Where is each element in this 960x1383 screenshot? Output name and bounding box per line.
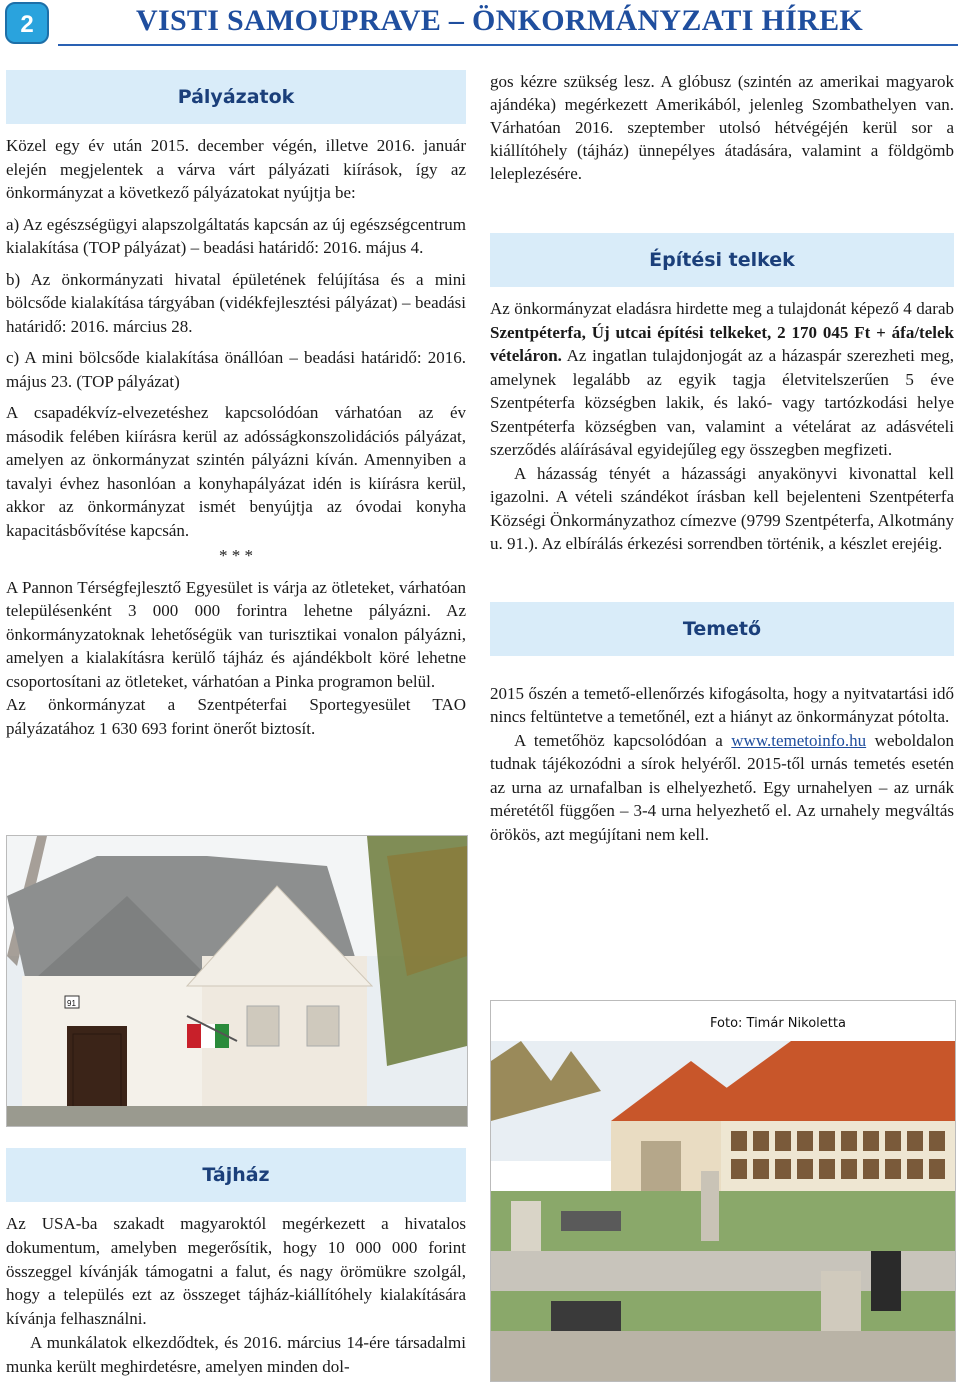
palyazatok-csapadek: A csapadékvíz-elvezetéshez kapcsolódóan várhatóan az év második felében kiírásra kerül az adósságkonszolidációs pályázat, amelyen az önkormányzat szintén pályázni kíván. Amennyiben a tavalyi évhez hasonlóan a konyhapályázat idén is kiírásra kerül, akkor az önkormányzat ismét benyújtja az óvodai konyha kapacitásbővítése kapcsán. <box>6 403 466 540</box>
section-title-palyazatok: Pályázatok <box>6 70 466 124</box>
tajhaz-paragraph-2-continued: gos kézre szükség lesz. A glóbusz (szintén az amerikai magyarok ajándéka) megérkezett Amerikából, jelenleg Szombathelyen van. Várhatóan 2016. szeptember utolsó hétvégéjén kerül sor a kiállítóhely (tájház) ünnepélyes átadására, valamint a földgömb leleplezésére. <box>490 72 954 183</box>
right-column <box>490 70 954 846</box>
header-divider <box>58 44 958 46</box>
page-number-badge: 2 <box>5 2 49 44</box>
palyazatok-pannon: A Pannon Térségfejlesztő Egyesület is várja az ötleteket, várhatóan településenként 3 000 000 forintra lehetne pályázni. Az önkormányzatoknak lehetőségük van turisztikai vonalon pályázni, amelyen a kialakításra kerülő tájház és ajándékbolt köré lehetne csoportosítani az ötleteket, várhatóan a Pinka programon belül. <box>6 577 466 691</box>
palyazatok-intro: Közel egy év után 2015. december végén, illetve 2016. január elején megjelentek a várva várt pályázati kiírások, így az önkormányzat a következő pályázatokat nyújtja be: <box>6 136 466 202</box>
page-header <box>0 0 960 48</box>
temeto-p2-start: A temetőhöz kapcsolódóan a <box>514 730 732 750</box>
temeto-paragraph-2 <box>490 729 954 847</box>
palyazatok-item-c: c) A mini bölcsőde kialakítása önállóan – beadási határidő: 2016. május 23. (TOP pályázat) <box>6 348 466 391</box>
photo-caption: Foto: Timár Nikoletta <box>710 1016 846 1031</box>
tajhaz-building-illustration <box>7 836 467 1126</box>
section-title-tajhaz: Tájház <box>6 1148 466 1202</box>
temeto-paragraph-1: 2015 őszén a temető-ellenőrzés kifogásolta, hogy a nyitvatartási idő nincs feltüntetve a temetőnél, ezt a hiányt az önkormányzat pótolta. <box>490 683 954 726</box>
cemetery-illustration <box>491 1001 955 1381</box>
section-separator-stars: * * * <box>219 546 253 565</box>
photo-tajhaz-building <box>6 835 468 1127</box>
photo-cemetery <box>490 1000 956 1382</box>
tajhaz-section <box>6 1148 466 1379</box>
telkek-paragraph-1 <box>490 297 954 462</box>
telkek-paragraph-2: A házasság tényét a házassági anyakönyvi kivonattal kell igazolni. A vételi szándékot írásban kell bejelenteni Szentpéterfa Községi Önkormányzathoz címezve (9799 Szentpéterfa, Alkotmány u. 91.). Az elbírálás érkezési sorrendben történik, a készlet erejéig. <box>490 463 954 553</box>
palyazatok-item-a: a) Az egészségügyi alapszolgáltatás kapcsán az új egészségcentrum kialakítása (TOP pályázat) – beadási határidő: 2016. május 4. <box>6 214 466 257</box>
house-number-plate: 91 <box>67 999 76 1008</box>
telkek-p1-end: Az ingatlan tulajdonjogát az a házaspár szerezheti meg, amelynek legalább az egyik tagja életvitelszerűen 5 éve Szentpéterfa községben lakik, és lakó- vagy tartózkodási helye Szentpéterfa községben van, valamint a vételárat az adásvételi szerződés aláírásával egyidejűleg egy összegben megfizeti. <box>490 346 954 459</box>
temetoinfo-link[interactable]: www.temetoinfo.hu <box>731 730 867 750</box>
tajhaz-paragraph-1: Az USA-ba szakadt magyaroktól megérkezett a hivatalos dokumentum, amelyben megerősítik, hogy 10 000 000 forint összeggel kívánják támogatni a falut, és nagy örömükre szolgál, hogy a település ezt az összeget tájház-kiállítóhely kialakítására kívánja felhasználni. <box>6 1214 466 1329</box>
telkek-p1-start: Az önkormányzat eladásra hirdette meg a tulajdonát képező 4 darab <box>490 299 954 318</box>
left-column <box>6 70 466 740</box>
tajhaz-paragraph-2-start: A munkálatok elkezdődtek, és 2016. március 14-ére társadalmi munka került meghirdetésre, amelyen minden dol- <box>6 1332 466 1376</box>
palyazatok-tao: Az önkormányzat a Szentpéterfai Sportegyesület TAO pályázatához 1 630 693 forint önerőt biztosít. <box>6 695 466 738</box>
palyazatok-item-b: b) Az önkormányzati hivatal épületének felújítása és a mini bölcsőde kialakítása tárgyában (vidékfejlesztési pályázat) – beadási határidő: 2016. március 28. <box>6 269 466 336</box>
header-title: VISTI SAMOUPRAVE – ÖNKORMÁNYZATI HÍREK <box>136 4 864 37</box>
section-title-temeto: Temető <box>490 602 954 656</box>
telkek-p1-bold: Szentpéterfa, Új utcai építési telkeket, 2 170 045 Ft + áfa/telek vételáron. <box>490 322 954 365</box>
temeto-p2-end: weboldalon tudnak tájékozódni a sírok helyéről. 2015-től urnás temetés esetén az urna az urnafalban is elhelyezhető. Egy urnahelyen – az urnák méretétől függően – 3-4 urna helyezhető el. Az urnahely megváltás örökös, azt megújítani nem kell. <box>490 730 954 844</box>
section-title-telkek: Építési telkek <box>490 233 954 287</box>
